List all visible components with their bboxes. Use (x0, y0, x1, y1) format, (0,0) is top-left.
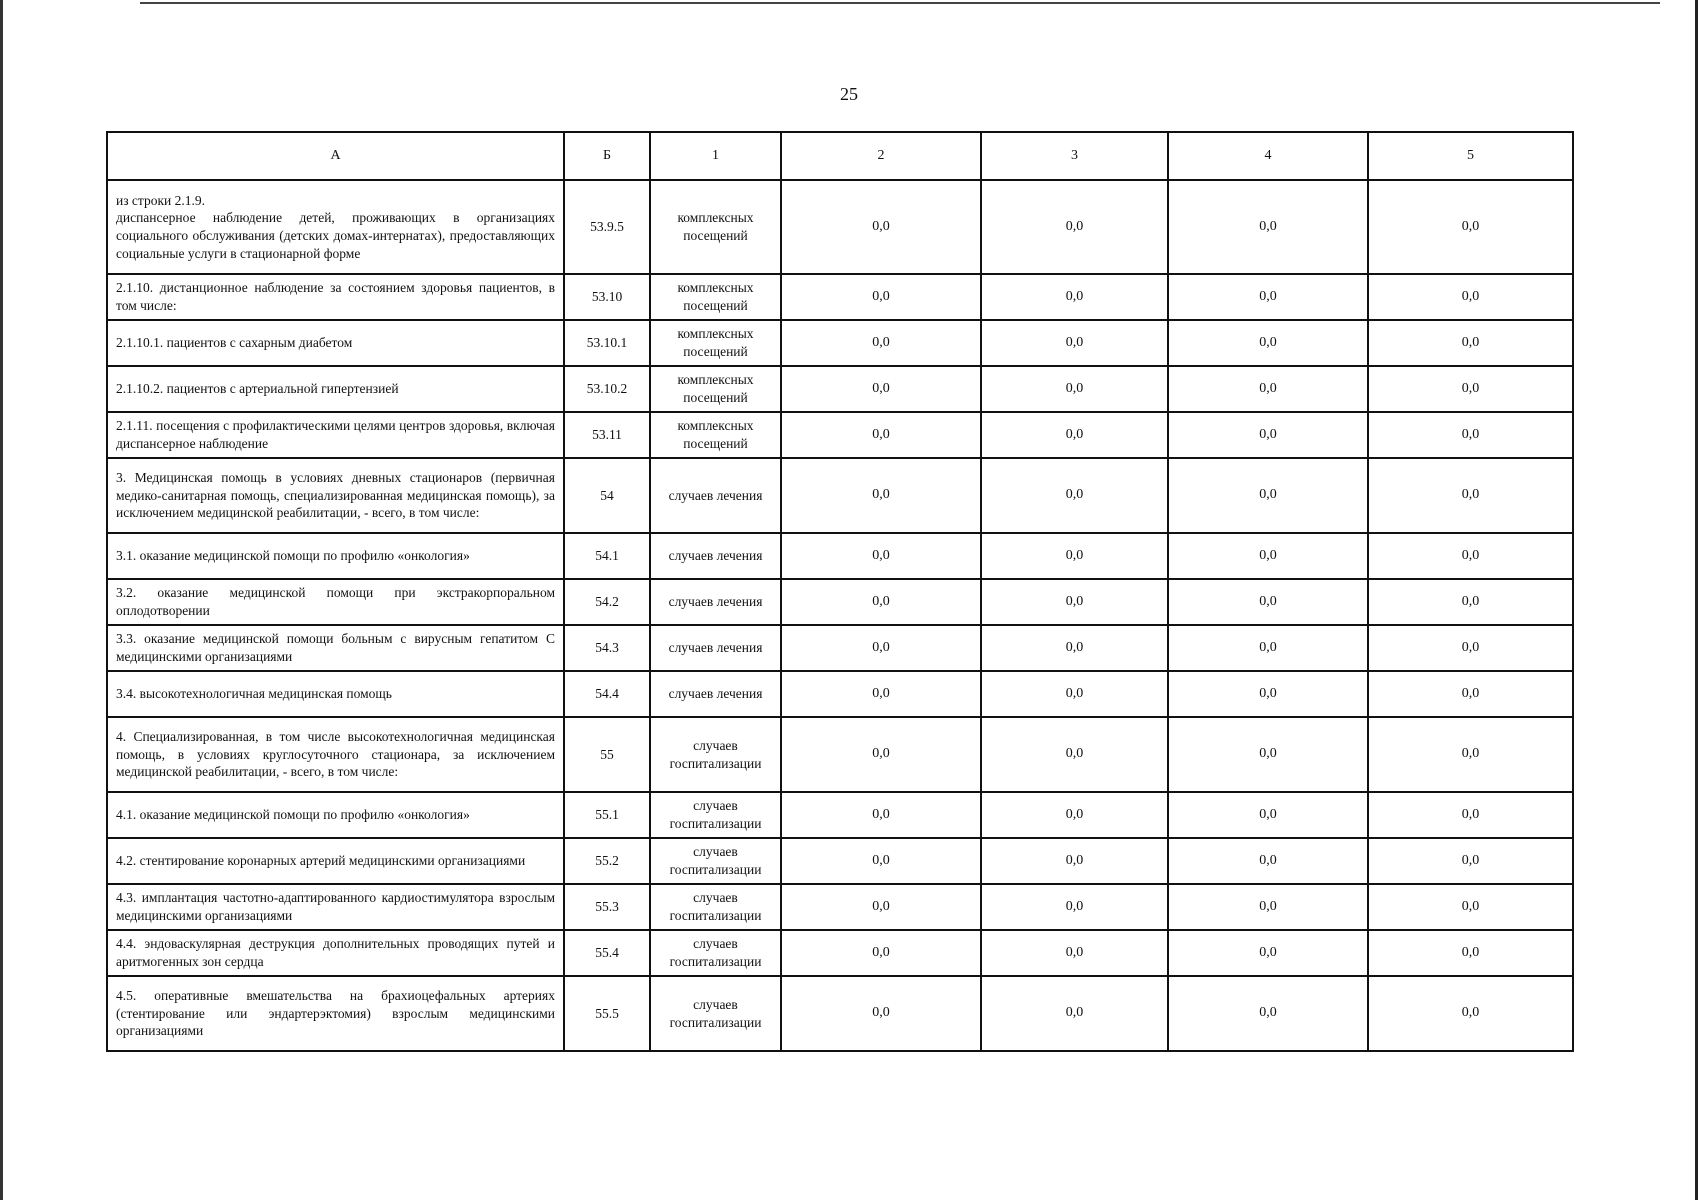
row-description-cell: 4.4. эндоваскулярная деструкция дополнительных проводящих путей и аритмогенных зон сердца (107, 930, 564, 976)
header-cell-1: 1 (650, 132, 781, 180)
value-cell-4: 0,0 (1168, 458, 1368, 533)
header-cell-b: Б (564, 132, 650, 180)
unit-cell: случаев госпитализации (650, 976, 781, 1051)
report-table (106, 131, 1574, 1052)
value-cell-2: 0,0 (781, 579, 981, 625)
value-cell-2: 0,0 (781, 717, 981, 792)
value-cell-3: 0,0 (981, 579, 1168, 625)
value-cell-3: 0,0 (981, 180, 1168, 274)
value-cell-4: 0,0 (1168, 930, 1368, 976)
value-cell-2: 0,0 (781, 320, 981, 366)
value-cell-2: 0,0 (781, 930, 981, 976)
value-cell-2: 0,0 (781, 412, 981, 458)
header-cell-3: 3 (981, 132, 1168, 180)
value-cell-3: 0,0 (981, 366, 1168, 412)
table-row (107, 412, 1573, 458)
table-row (107, 717, 1573, 792)
row-code-cell: 54.4 (564, 671, 650, 717)
value-cell-3: 0,0 (981, 625, 1168, 671)
value-cell-5: 0,0 (1368, 579, 1573, 625)
value-cell-3: 0,0 (981, 838, 1168, 884)
value-cell-5: 0,0 (1368, 838, 1573, 884)
value-cell-5: 0,0 (1368, 274, 1573, 320)
row-code-cell: 55.3 (564, 884, 650, 930)
row-code-cell: 53.10 (564, 274, 650, 320)
value-cell-5: 0,0 (1368, 366, 1573, 412)
row-code-cell: 53.10.2 (564, 366, 650, 412)
value-cell-2: 0,0 (781, 625, 981, 671)
row-description-cell: 3. Медицинская помощь в условиях дневных стационаров (первичная медико-санитарная помощь, специализированная медицинская помощь), за исключением медицинской реабилитации, - всего, в том числе: (107, 458, 564, 533)
value-cell-3: 0,0 (981, 976, 1168, 1051)
table-row (107, 274, 1573, 320)
table-row (107, 671, 1573, 717)
value-cell-5: 0,0 (1368, 625, 1573, 671)
table-row (107, 976, 1573, 1051)
value-cell-2: 0,0 (781, 274, 981, 320)
unit-cell: комплексных посещений (650, 366, 781, 412)
row-description-cell: 4.1. оказание медицинской помощи по профилю «онкология» (107, 792, 564, 838)
unit-cell: случаев лечения (650, 579, 781, 625)
value-cell-2: 0,0 (781, 671, 981, 717)
value-cell-5: 0,0 (1368, 976, 1573, 1051)
unit-cell: случаев лечения (650, 625, 781, 671)
row-code-cell: 54.2 (564, 579, 650, 625)
row-code-cell: 53.10.1 (564, 320, 650, 366)
value-cell-4: 0,0 (1168, 976, 1368, 1051)
value-cell-5: 0,0 (1368, 458, 1573, 533)
value-cell-2: 0,0 (781, 180, 981, 274)
value-cell-5: 0,0 (1368, 412, 1573, 458)
value-cell-5: 0,0 (1368, 320, 1573, 366)
value-cell-2: 0,0 (781, 838, 981, 884)
row-description-cell: 2.1.10.2. пациентов с артериальной гипертензией (107, 366, 564, 412)
row-description-cell: 2.1.10. дистанционное наблюдение за состоянием здоровья пациентов, в том числе: (107, 274, 564, 320)
row-code-cell: 54.1 (564, 533, 650, 579)
table-row (107, 930, 1573, 976)
value-cell-5: 0,0 (1368, 180, 1573, 274)
value-cell-5: 0,0 (1368, 671, 1573, 717)
value-cell-5: 0,0 (1368, 792, 1573, 838)
unit-cell: случаев госпитализации (650, 792, 781, 838)
unit-cell: случаев госпитализации (650, 930, 781, 976)
row-description-cell: 4.2. стентирование коронарных артерий медицинскими организациями (107, 838, 564, 884)
unit-cell: случаев лечения (650, 533, 781, 579)
value-cell-3: 0,0 (981, 533, 1168, 579)
value-cell-3: 0,0 (981, 458, 1168, 533)
value-cell-4: 0,0 (1168, 274, 1368, 320)
value-cell-4: 0,0 (1168, 533, 1368, 579)
header-cell-2: 2 (781, 132, 981, 180)
value-cell-5: 0,0 (1368, 930, 1573, 976)
table-row (107, 579, 1573, 625)
row-code-cell: 55 (564, 717, 650, 792)
value-cell-4: 0,0 (1168, 671, 1368, 717)
table-row (107, 320, 1573, 366)
value-cell-5: 0,0 (1368, 533, 1573, 579)
table-row (107, 884, 1573, 930)
scan-edge-left (0, 0, 3, 1200)
scan-edge-top (140, 2, 1660, 4)
value-cell-4: 0,0 (1168, 366, 1368, 412)
unit-cell: комплексных посещений (650, 274, 781, 320)
table-row (107, 625, 1573, 671)
value-cell-2: 0,0 (781, 458, 981, 533)
header-cell-5: 5 (1368, 132, 1573, 180)
row-description-cell: 4.3. имплантация частотно-адаптированного кардиостимулятора взрослым медицинскими организациями (107, 884, 564, 930)
value-cell-2: 0,0 (781, 976, 981, 1051)
value-cell-4: 0,0 (1168, 320, 1368, 366)
row-description-cell: 2.1.10.1. пациентов с сахарным диабетом (107, 320, 564, 366)
table-row (107, 180, 1573, 274)
value-cell-4: 0,0 (1168, 717, 1368, 792)
table-row (107, 458, 1573, 533)
row-code-cell: 54 (564, 458, 650, 533)
value-cell-3: 0,0 (981, 274, 1168, 320)
row-code-cell: 55.1 (564, 792, 650, 838)
unit-cell: комплексных посещений (650, 180, 781, 274)
value-cell-2: 0,0 (781, 792, 981, 838)
table-body (107, 180, 1573, 1051)
value-cell-4: 0,0 (1168, 884, 1368, 930)
header-cell-a: А (107, 132, 564, 180)
value-cell-3: 0,0 (981, 884, 1168, 930)
value-cell-3: 0,0 (981, 412, 1168, 458)
unit-cell: случаев госпитализации (650, 717, 781, 792)
page-number: 25 (840, 84, 858, 104)
header-row (107, 132, 1573, 180)
value-cell-3: 0,0 (981, 792, 1168, 838)
table-row (107, 533, 1573, 579)
row-description-cell: 3.4. высокотехнологичная медицинская помощь (107, 671, 564, 717)
value-cell-2: 0,0 (781, 884, 981, 930)
unit-cell: случаев госпитализации (650, 884, 781, 930)
value-cell-3: 0,0 (981, 930, 1168, 976)
value-cell-4: 0,0 (1168, 180, 1368, 274)
value-cell-4: 0,0 (1168, 625, 1368, 671)
unit-cell: комплексных посещений (650, 320, 781, 366)
row-description-cell: 3.1. оказание медицинской помощи по профилю «онкология» (107, 533, 564, 579)
row-code-cell: 54.3 (564, 625, 650, 671)
row-description-cell: 4. Специализированная, в том числе высокотехнологичная медицинская помощь, в условиях круглосуточного стационара, за исключением медицинской реабилитации, - всего, в том числе: (107, 717, 564, 792)
value-cell-5: 0,0 (1368, 717, 1573, 792)
table-row (107, 838, 1573, 884)
row-code-cell: 55.2 (564, 838, 650, 884)
row-description-cell: 3.3. оказание медицинской помощи больным с вирусным гепатитом С медицинскими организациями (107, 625, 564, 671)
unit-cell: случаев лечения (650, 458, 781, 533)
row-code-cell: 53.11 (564, 412, 650, 458)
row-description-cell: 3.2. оказание медицинской помощи при экстракорпоральном оплодотворении (107, 579, 564, 625)
value-cell-5: 0,0 (1368, 884, 1573, 930)
unit-cell: случаев лечения (650, 671, 781, 717)
table-row (107, 366, 1573, 412)
value-cell-4: 0,0 (1168, 838, 1368, 884)
value-cell-4: 0,0 (1168, 412, 1368, 458)
unit-cell: комплексных посещений (650, 412, 781, 458)
value-cell-3: 0,0 (981, 717, 1168, 792)
table-row (107, 792, 1573, 838)
value-cell-2: 0,0 (781, 366, 981, 412)
row-description-cell: 4.5. оперативные вмешательства на брахиоцефальных артериях (стентирование или эндартерэктомия) взрослым медицинскими организациями (107, 976, 564, 1051)
row-description-cell: из строки 2.1.9. диспансерное наблюдение детей, проживающих в организациях социального обслуживания (детских домах-интернатах), предоставляющих социальные услуги в стационарной форме (107, 180, 564, 274)
value-cell-4: 0,0 (1168, 792, 1368, 838)
row-description-cell: 2.1.11. посещения с профилактическими целями центров здоровья, включая диспансерное наблюдение (107, 412, 564, 458)
value-cell-4: 0,0 (1168, 579, 1368, 625)
row-code-cell: 55.4 (564, 930, 650, 976)
row-code-cell: 55.5 (564, 976, 650, 1051)
value-cell-2: 0,0 (781, 533, 981, 579)
value-cell-3: 0,0 (981, 671, 1168, 717)
value-cell-3: 0,0 (981, 320, 1168, 366)
row-code-cell: 53.9.5 (564, 180, 650, 274)
header-cell-4: 4 (1168, 132, 1368, 180)
unit-cell: случаев госпитализации (650, 838, 781, 884)
